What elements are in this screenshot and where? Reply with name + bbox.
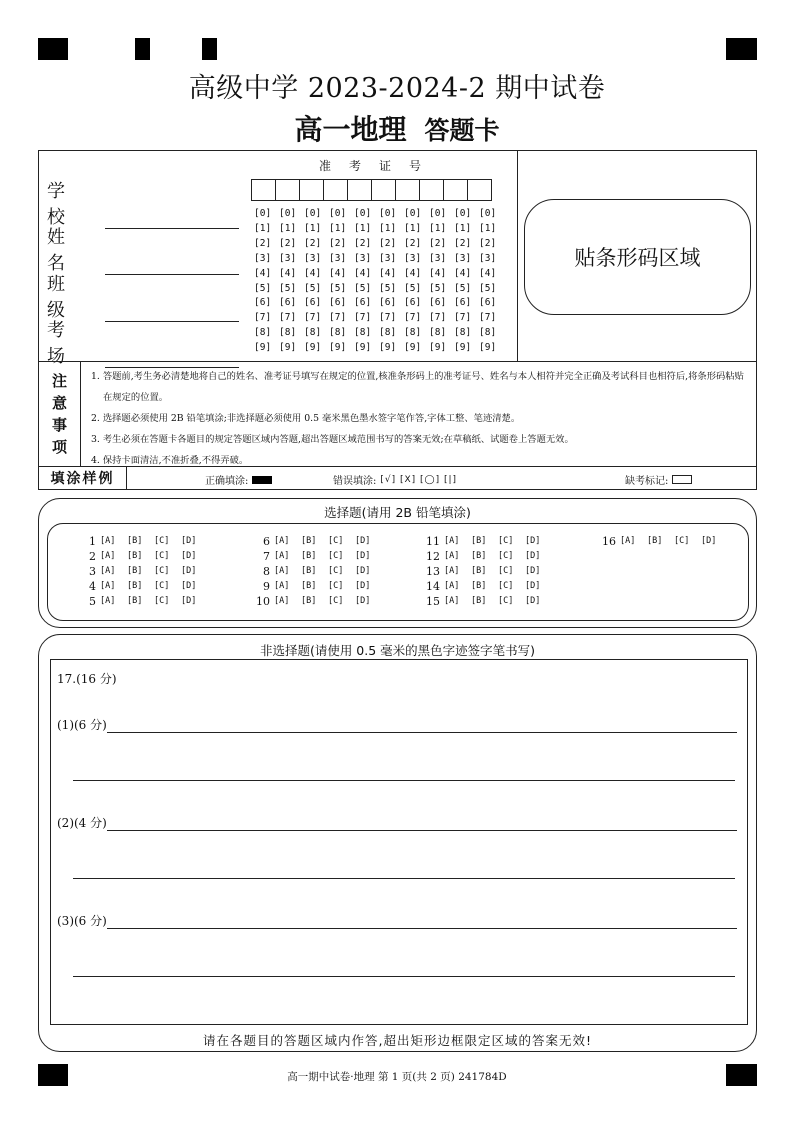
digit-bubble[interactable]: [9] (429, 342, 447, 354)
position-mark-top-right (726, 38, 757, 60)
choice-option-bubble[interactable]: [C] (498, 536, 514, 546)
name-field[interactable] (47, 223, 239, 275)
digit-bubble[interactable]: [9] (279, 342, 297, 354)
q17-part-1[interactable] (57, 716, 737, 733)
position-mark-top-left (38, 38, 68, 60)
choice-option-bubble[interactable]: [D] (701, 536, 717, 546)
class-field[interactable] (47, 270, 239, 322)
note-item: 1. 答题前,考生务必清楚地将自己的姓名、准考证号填写在规定的位置,核准条形码上的准考证号、姓名与本人相符并完全正确及考试科目也相符后,将条形码粘贴在规定的位置。 (91, 371, 744, 403)
digit-bubble[interactable]: [3] (454, 252, 472, 264)
digit-bubble[interactable]: [2] (304, 237, 322, 249)
page-footer: 高一期中试卷·地理 第 1 页(共 2 页) 241784D (287, 1071, 507, 1083)
absent-mark (625, 472, 692, 487)
digit-bubble[interactable]: [1] (279, 222, 297, 234)
school-label: 学 校 (47, 181, 83, 228)
choice-option-bubble[interactable]: [A] (100, 566, 116, 576)
digit-bubble[interactable]: [8] (354, 327, 372, 339)
question-number: 8 (263, 565, 270, 578)
choice-option-bubble[interactable]: [C] (328, 596, 344, 606)
note-item: 2. 选择题必须使用 2B 铅笔填涂;非选择题必须使用 0.5 毫米黑色墨水签字笔作答,字体工整、笔迹清楚。 (91, 413, 521, 424)
open-title: 非选择题(请使用 0.5 毫米的黑色字迹签字笔书写) (259, 643, 536, 658)
choice-option-bubble[interactable]: [B] (471, 566, 487, 576)
digit-bubble[interactable]: [7] (254, 312, 272, 324)
notes-label-char: 事 (51, 416, 67, 434)
digit-bubble[interactable]: [0] (354, 208, 372, 219)
digit-row (254, 326, 504, 341)
note-item: 3. 考生必须在答题卡各题目的规定答题区域内答题,超出答题区域范围书写的答案无效;在草稿纸、试题卷上答题无效。 (91, 434, 574, 445)
choice-column (594, 534, 728, 549)
choice-option-bubble[interactable]: [D] (355, 566, 371, 576)
digit-bubble[interactable]: [1] (454, 222, 472, 234)
digit-bubble[interactable]: [3] (329, 252, 347, 264)
question-number: 5 (89, 595, 96, 608)
card-subtitle: 答题卡 (424, 116, 500, 145)
digit-bubble[interactable]: [0] (454, 208, 472, 219)
choice-option-bubble[interactable]: [C] (498, 581, 514, 591)
q17-label: 17.(16 分) (57, 672, 117, 686)
digit-bubble[interactable]: [0] (479, 208, 497, 219)
digit-bubble[interactable]: [1] (254, 222, 272, 234)
choice-question (74, 549, 208, 564)
digit-bubble[interactable]: [4] (354, 267, 372, 279)
notes-list (91, 366, 751, 471)
choice-option-bubble[interactable]: [A] (444, 551, 460, 561)
digit-bubble[interactable]: [5] (329, 282, 347, 294)
choice-option-bubble[interactable]: [C] (498, 566, 514, 576)
choice-option-bubble[interactable]: [D] (355, 551, 371, 561)
choice-option-bubble[interactable]: [B] (301, 596, 317, 606)
answer-line[interactable] (107, 719, 737, 733)
digit-bubble[interactable]: [5] (479, 282, 497, 294)
choice-question (418, 534, 552, 549)
choice-option-bubble[interactable]: [B] (301, 536, 317, 546)
answer-line[interactable] (73, 878, 735, 879)
student-info-box (38, 150, 757, 367)
digit-bubble[interactable]: [0] (254, 208, 272, 219)
choice-question (74, 564, 208, 579)
digit-bubble[interactable]: [1] (304, 222, 322, 234)
notes-label (39, 362, 81, 466)
question-number: 13 (426, 565, 440, 578)
digit-bubble[interactable]: [9] (354, 342, 372, 354)
choice-option-bubble[interactable]: [C] (154, 551, 170, 561)
choice-option-bubble[interactable]: [A] (100, 581, 116, 591)
digit-bubble[interactable]: [5] (454, 282, 472, 294)
digit-bubble[interactable]: [9] (454, 342, 472, 354)
digit-bubble[interactable]: [7] (379, 312, 397, 324)
subject-title: 高一地理 (294, 113, 407, 146)
digit-bubble[interactable]: [0] (279, 208, 297, 219)
notes-label-char: 项 (51, 438, 67, 456)
exam-number-cell[interactable] (323, 179, 348, 201)
notes-label-char: 意 (51, 394, 67, 412)
digit-bubble[interactable]: [5] (404, 282, 422, 294)
exam-number-cell[interactable] (443, 179, 468, 201)
choice-option-bubble[interactable]: [D] (525, 566, 541, 576)
digit-bubble[interactable]: [7] (454, 312, 472, 324)
digit-bubble[interactable]: [8] (379, 327, 397, 339)
digit-bubble[interactable]: [8] (429, 327, 447, 339)
choice-option-bubble[interactable]: [C] (498, 596, 514, 606)
choice-option-bubble[interactable]: [A] (444, 581, 460, 591)
choice-option-bubble[interactable]: [C] (328, 551, 344, 561)
digit-bubble[interactable]: [0] (379, 208, 397, 219)
digit-bubble[interactable]: [7] (429, 312, 447, 324)
question-number: 11 (426, 535, 440, 548)
digit-row (254, 222, 504, 237)
choice-question (418, 549, 552, 564)
choice-question (248, 534, 382, 549)
digit-bubble[interactable]: [4] (454, 267, 472, 279)
digit-row (254, 341, 504, 356)
digit-bubble[interactable]: [4] (429, 267, 447, 279)
exam-number-cell[interactable] (419, 179, 444, 201)
notes-label-char: 注 (51, 372, 67, 390)
digit-bubble[interactable]: [6] (354, 297, 372, 309)
digit-bubble[interactable]: [0] (329, 208, 347, 219)
digit-bubble[interactable]: [2] (479, 237, 497, 249)
digit-bubble[interactable]: [2] (379, 237, 397, 249)
choice-option-bubble[interactable]: [D] (181, 596, 197, 606)
choice-option-bubble[interactable]: [B] (471, 596, 487, 606)
digit-bubble[interactable]: [5] (254, 282, 272, 294)
digit-bubble[interactable]: [9] (329, 342, 347, 354)
question-number: 9 (263, 580, 270, 593)
answer-line[interactable] (73, 976, 735, 977)
choice-option-bubble[interactable]: [C] (154, 536, 170, 546)
q17-part-1-label: (1)(6 分) (57, 718, 107, 732)
digit-bubble[interactable]: [3] (429, 252, 447, 264)
choice-question (594, 534, 728, 549)
digit-bubble[interactable]: [3] (304, 252, 322, 264)
digit-row (254, 311, 504, 326)
choice-option-bubble[interactable]: [B] (471, 551, 487, 561)
digit-bubble[interactable]: [3] (254, 252, 272, 264)
question-number: 4 (89, 580, 96, 593)
choice-option-bubble[interactable]: [D] (355, 536, 371, 546)
exam-number-cell[interactable] (395, 179, 420, 201)
answer-line[interactable] (107, 817, 737, 831)
choice-option-bubble[interactable]: [A] (620, 536, 636, 546)
answer-line[interactable] (107, 915, 737, 929)
choice-option-bubble[interactable]: [B] (301, 551, 317, 561)
digit-bubble[interactable]: [1] (329, 222, 347, 234)
digit-bubble[interactable]: [6] (304, 297, 322, 309)
choice-option-bubble[interactable]: [D] (181, 551, 197, 561)
digit-bubble[interactable]: [9] (479, 342, 497, 354)
choice-question (248, 564, 382, 579)
fill-example-label: 填涂样例 (39, 467, 127, 489)
question-number: 10 (256, 595, 270, 608)
school-field[interactable] (47, 177, 239, 229)
digit-bubble[interactable]: [4] (329, 267, 347, 279)
digit-bubble[interactable]: [0] (304, 208, 322, 219)
class-label: 班 级 (47, 274, 83, 321)
digit-bubble[interactable]: [7] (479, 312, 497, 324)
digit-bubble[interactable]: [3] (404, 252, 422, 264)
choice-option-bubble[interactable]: [C] (154, 596, 170, 606)
digit-row (254, 237, 504, 252)
digit-bubble[interactable]: [2] (354, 237, 372, 249)
digit-bubble[interactable]: [0] (429, 208, 447, 219)
choice-option-bubble[interactable]: [A] (274, 581, 290, 591)
choice-option-bubble[interactable]: [C] (328, 566, 344, 576)
digit-bubble[interactable]: [7] (329, 312, 347, 324)
choice-question (418, 564, 552, 579)
choice-column (74, 534, 208, 609)
digit-bubble[interactable]: [2] (329, 237, 347, 249)
digit-bubble[interactable]: [6] (454, 297, 472, 309)
question-number: 16 (602, 535, 616, 548)
choice-option-bubble[interactable]: [A] (444, 566, 460, 576)
digit-bubble[interactable]: [4] (404, 267, 422, 279)
question-number: 1 (89, 535, 96, 548)
choice-option-bubble[interactable]: [A] (274, 536, 290, 546)
absent-mark-box[interactable] (672, 475, 692, 484)
digit-bubble[interactable]: [6] (429, 297, 447, 309)
choice-option-bubble[interactable]: [D] (355, 581, 371, 591)
answer-line[interactable] (73, 780, 735, 781)
choice-option-bubble[interactable]: [A] (444, 596, 460, 606)
fill-example-box (38, 466, 757, 490)
choice-option-bubble[interactable]: [B] (127, 551, 143, 561)
choice-option-bubble[interactable]: [D] (525, 551, 541, 561)
choice-option-bubble[interactable]: [D] (181, 566, 197, 576)
digit-bubble[interactable]: [6] (254, 297, 272, 309)
correct-fill (205, 472, 272, 487)
notes-box (38, 361, 757, 467)
question-number: 7 (263, 550, 270, 563)
absent-mark-label: 缺考标记: (625, 476, 669, 487)
exam-number-cell[interactable] (251, 179, 276, 201)
choice-question (418, 594, 552, 609)
choice-question (74, 594, 208, 609)
digit-bubble[interactable]: [6] (329, 297, 347, 309)
q17-part-3[interactable] (57, 912, 737, 929)
digit-bubble[interactable]: [2] (404, 237, 422, 249)
digit-bubble[interactable]: [5] (429, 282, 447, 294)
position-mark-top-3 (202, 38, 217, 60)
exam-number-cell[interactable] (371, 179, 396, 201)
open-answer-area[interactable] (50, 659, 748, 1025)
q17-part-2[interactable] (57, 814, 737, 831)
digit-bubble[interactable]: [1] (379, 222, 397, 234)
barcode-area: 贴条形码区域 (524, 199, 751, 315)
choice-option-bubble[interactable]: [A] (100, 551, 116, 561)
choice-option-bubble[interactable]: [B] (127, 566, 143, 576)
choice-question (248, 549, 382, 564)
choice-option-bubble[interactable]: [A] (444, 536, 460, 546)
correct-fill-label: 正确填涂: (205, 476, 249, 487)
exam-number-cell[interactable] (467, 179, 492, 201)
exam-number-title: 准考证号 (318, 159, 439, 173)
exam-room-label: 考 场 (47, 320, 83, 367)
digit-bubble[interactable]: [3] (354, 252, 372, 264)
digit-bubble[interactable]: [7] (279, 312, 297, 324)
question-number: 15 (426, 595, 440, 608)
choice-section (38, 498, 757, 628)
choice-title: 选择题(请用 2B 铅笔填涂) (324, 505, 471, 520)
digit-bubble[interactable]: [2] (429, 237, 447, 249)
choice-option-bubble[interactable]: [A] (274, 566, 290, 576)
digit-bubble[interactable]: [1] (429, 222, 447, 234)
q17-part-3-label: (3)(6 分) (57, 914, 107, 928)
wrong-fill (333, 472, 457, 487)
wrong-fill-marks: [√] [X] [◯] [|] (380, 474, 458, 485)
question-number: 3 (89, 565, 96, 578)
exam-number-cells[interactable] (251, 179, 491, 201)
open-section (38, 634, 757, 1052)
exam-number-bubbles[interactable] (254, 207, 504, 356)
choice-option-bubble[interactable]: [C] (328, 536, 344, 546)
choice-question (74, 579, 208, 594)
digit-bubble[interactable]: [7] (404, 312, 422, 324)
digit-row (254, 296, 504, 311)
choice-option-bubble[interactable]: [B] (127, 581, 143, 591)
digit-bubble[interactable]: [9] (254, 342, 272, 354)
digit-bubble[interactable]: [4] (254, 267, 272, 279)
digit-bubble[interactable]: [9] (304, 342, 322, 354)
digit-bubble[interactable]: [7] (304, 312, 322, 324)
digit-bubble[interactable]: [5] (304, 282, 322, 294)
choice-option-bubble[interactable]: [C] (674, 536, 690, 546)
choice-option-bubble[interactable]: [D] (525, 596, 541, 606)
open-footer-warning: 请在各题目的答题区域内作答,超出矩形边框限定区域的答案无效! (203, 1033, 592, 1048)
choice-option-bubble[interactable]: [B] (471, 536, 487, 546)
digit-bubble[interactable]: [3] (279, 252, 297, 264)
digit-bubble[interactable]: [8] (329, 327, 347, 339)
note-item: 4. 保持卡面清洁,不准折叠,不得弄破。 (91, 455, 249, 466)
digit-bubble[interactable]: [3] (379, 252, 397, 264)
choice-option-bubble[interactable]: [D] (355, 596, 371, 606)
digit-bubble[interactable]: [2] (279, 237, 297, 249)
choice-option-bubble[interactable]: [B] (471, 581, 487, 591)
choice-question (248, 579, 382, 594)
digit-bubble[interactable]: [1] (354, 222, 372, 234)
digit-bubble[interactable]: [6] (279, 297, 297, 309)
choice-option-bubble[interactable]: [D] (181, 581, 197, 591)
digit-row (254, 267, 504, 282)
choice-option-bubble[interactable]: [B] (301, 581, 317, 591)
choice-option-bubble[interactable]: [A] (274, 551, 290, 561)
q17-part-2-label: (2)(4 分) (57, 816, 107, 830)
digit-row (254, 282, 504, 297)
choice-question (74, 534, 208, 549)
choice-option-bubble[interactable]: [D] (525, 581, 541, 591)
exam-number-cell[interactable] (275, 179, 300, 201)
digit-bubble[interactable]: [4] (279, 267, 297, 279)
digit-bubble[interactable]: [6] (479, 297, 497, 309)
digit-bubble[interactable]: [0] (404, 208, 422, 219)
digit-bubble[interactable]: [8] (479, 327, 497, 339)
choice-column (248, 534, 382, 609)
choice-column (418, 534, 552, 609)
choice-option-bubble[interactable]: [B] (127, 536, 143, 546)
digit-bubble[interactable]: [5] (379, 282, 397, 294)
digit-bubble[interactable]: [8] (454, 327, 472, 339)
digit-bubble[interactable]: [4] (479, 267, 497, 279)
digit-bubble[interactable]: [8] (404, 327, 422, 339)
choice-option-bubble[interactable]: [B] (127, 596, 143, 606)
digit-bubble[interactable]: [3] (479, 252, 497, 264)
choice-option-bubble[interactable]: [C] (154, 566, 170, 576)
choice-question (418, 579, 552, 594)
choice-option-bubble[interactable]: [A] (100, 596, 116, 606)
digit-bubble[interactable]: [9] (404, 342, 422, 354)
wrong-fill-label: 错误填涂: (333, 476, 377, 487)
choice-question (248, 594, 382, 609)
digit-bubble[interactable]: [5] (279, 282, 297, 294)
digit-bubble[interactable]: [4] (379, 267, 397, 279)
question-number: 14 (426, 580, 440, 593)
choice-option-bubble[interactable]: [A] (274, 596, 290, 606)
digit-bubble[interactable]: [9] (379, 342, 397, 354)
digit-bubble[interactable]: [8] (254, 327, 272, 339)
digit-bubble[interactable]: [7] (354, 312, 372, 324)
question-number: 12 (426, 550, 440, 563)
digit-bubble[interactable]: [6] (379, 297, 397, 309)
digit-row (254, 207, 504, 222)
card-title (0, 108, 794, 148)
digit-bubble[interactable]: [6] (404, 297, 422, 309)
digit-row (254, 252, 504, 267)
choice-option-bubble[interactable]: [D] (525, 536, 541, 546)
choice-option-bubble[interactable]: [C] (154, 581, 170, 591)
name-label: 姓 名 (47, 227, 83, 274)
correct-fill-swatch (252, 476, 272, 484)
choice-option-bubble[interactable]: [C] (328, 581, 344, 591)
digit-bubble[interactable]: [2] (454, 237, 472, 249)
digit-bubble[interactable]: [4] (304, 267, 322, 279)
exam-number-cell[interactable] (299, 179, 324, 201)
info-divider (517, 151, 518, 361)
digit-bubble[interactable]: [1] (404, 222, 422, 234)
choice-answer-area (47, 523, 749, 621)
digit-bubble[interactable]: [5] (354, 282, 372, 294)
exam-number-cell[interactable] (347, 179, 372, 201)
exam-title: 高级中学 2023-2024-2 期中试卷 (188, 73, 606, 104)
position-mark-top-2 (135, 38, 150, 60)
choice-option-bubble[interactable]: [B] (301, 566, 317, 576)
digit-bubble[interactable]: [1] (479, 222, 497, 234)
choice-option-bubble[interactable]: [D] (181, 536, 197, 546)
digit-bubble[interactable]: [8] (304, 327, 322, 339)
choice-option-bubble[interactable]: [A] (100, 536, 116, 546)
digit-bubble[interactable]: [2] (254, 237, 272, 249)
digit-bubble[interactable]: [8] (279, 327, 297, 339)
question-number: 6 (263, 535, 270, 548)
choice-option-bubble[interactable]: [B] (647, 536, 663, 546)
choice-option-bubble[interactable]: [C] (498, 551, 514, 561)
question-number: 2 (89, 550, 96, 563)
